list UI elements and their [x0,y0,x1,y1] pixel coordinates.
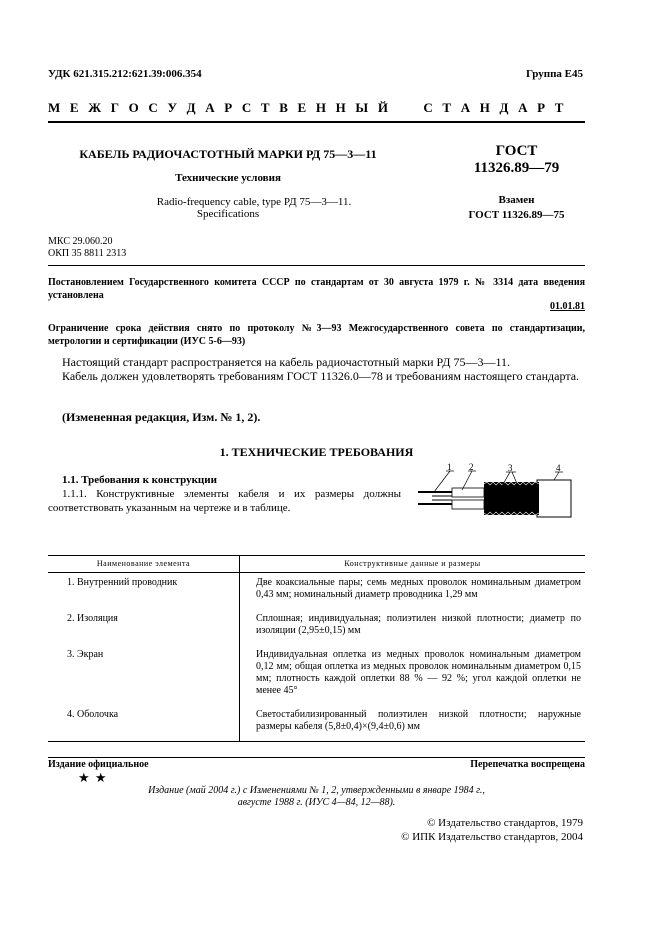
table-row [48,705,585,742]
copyright-2004: © ИПК Издательство стандартов, 2004 [401,831,583,843]
table-row [48,573,585,610]
screen-braid [484,482,539,515]
callout-1: 1 [447,462,452,472]
element-name: 1. Внутренний проводник [48,573,240,610]
edition-note-line-1: Издание (май 2004 г.) с Изменениями № 1, 2, утвержденными в январе 1984 г., [148,785,485,796]
element-data: Сплошная; индивидуальная; полиэтилен низкой плотности; диаметр по изоляции (2,95±0,15) мм [256,613,581,636]
restriction-text: Ограничение срока действия снято по протоколу №3—93 Межгосударственного совета по стандартизации, метрологии и сертификации (ИУС 5-6—93) [48,323,585,347]
replaces-number: ГОСТ 11326.89—75 [468,209,565,221]
replaces-label: Взамен [498,194,535,206]
table-header-row [48,556,585,573]
construction-table [48,555,585,742]
copyright-1979: © Издательство стандартов, 1979 [427,817,583,829]
element-name: 2. Изоляция [48,609,240,645]
callout-3: 3 [508,463,513,473]
section-paragraph: 1.1.1. Конструктивные элементы кабеля и их размеры должны соответствовать указанным на чертеже и в таблице. [48,488,401,514]
group-code: Группа Е45 [525,68,583,80]
footer-rule [48,757,585,758]
header-element-name: Наименование элемента [48,556,240,573]
english-title: Radio-frequency cable, type РД 75—3—11. [156,196,352,208]
gost-number: 11326.89—79 [473,160,560,176]
table-row [48,609,585,645]
header-element-data: Конструктивные данные и размеры [240,556,586,573]
banner-rule [48,121,585,123]
okp-code: ОКП 35 8811 2313 [48,248,127,259]
english-subtitle: Specifications [196,208,260,220]
stars-mark: ★ ★ [78,770,108,785]
amendment-note: (Измененная редакция, Изм. № 1, 2). [62,410,261,424]
interstate-standard-banner: М Е Ж Г О С У Д А Р С Т В Е Н Н Ы Й С Т А Н Д А Р Т [48,100,567,115]
element-data: Светостабилизированный полиэтилен низкой плотности; наружные размеры кабеля (5,8±0,4)×(9,4±0,6) мм [240,705,586,742]
sheath-outline [537,480,571,517]
edition-note-line-2: августе 1988 г. (ИУС 4—84, 12—88). [237,797,396,808]
decree-date: 01.01.81 [550,301,585,312]
reprint-prohibited-label: Перепечатка воспрещена [470,759,585,770]
table-row [48,645,585,705]
element-name: 4. Оболочка [48,705,240,742]
gost-label: ГОСТ [495,143,538,159]
section-heading: 1. ТЕХНИЧЕСКИЕ ТРЕБОВАНИЯ [219,445,414,459]
document-subtitle: Технические условия [175,172,281,184]
document-title: КАБЕЛЬ РАДИОЧАСТОТНЫЙ МАРКИ РД 75—3—11 [79,147,377,161]
codes-rule [48,265,585,266]
udk-code: УДК 621.315.212:621.39:006.354 [48,68,202,80]
element-name: 3. Экран [48,645,240,705]
subsection-heading: 1.1. Требования к конструкции [62,474,217,486]
element-data: Индивидуальная оплетка из медных проволок номинальным диаметром 0,12 мм; общая оплетка из медных проволок номинальным диаметром 0,15 мм; плотность каждой оплетки 88 % — 92 %; угол каждой оплетки не менее 45° [256,649,581,696]
intro-paragraph-1: Настоящий стандарт распространяется на кабель радиочастотный марки РД 75—3—11. [62,355,511,369]
callout-4: 4 [556,463,561,473]
mks-code: МКС 29.060.20 [48,236,113,247]
cable-cross-section-drawing [412,462,582,532]
official-edition-label: Издание официальное [48,759,149,770]
decree-text: Постановлением Государственного комитета СССР по стандартам от 30 августа 1979 г. № 3314 дата введения установлена [48,277,585,301]
element-data: Две коаксиальные пары; семь медных проволок номинальным диаметром 0,43 мм; номинальный диаметр проводника 1,29 мм [256,577,581,600]
callout-2: 2 [469,462,474,472]
intro-paragraph-2: Кабель должен удовлетворять требованиям ГОСТ 11326.0—78 и требованиям настоящего стандарта. [62,369,580,383]
